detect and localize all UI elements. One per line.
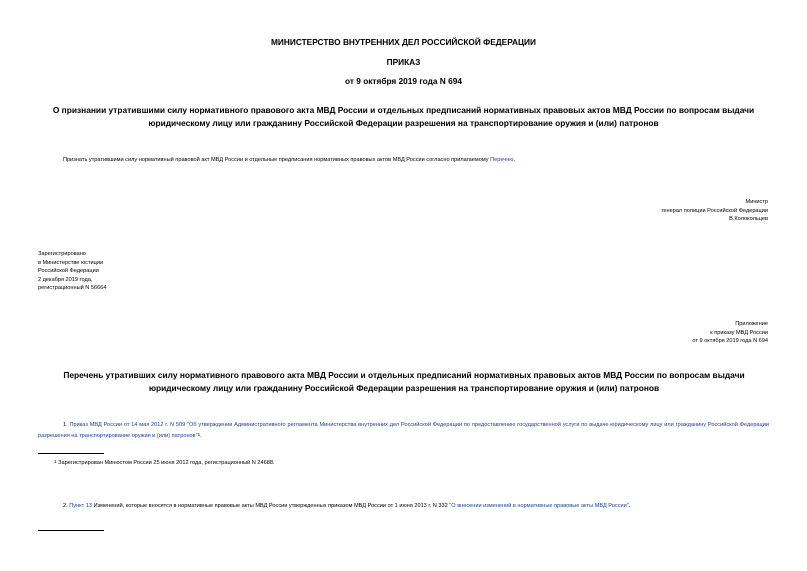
perechen-link[interactable]: Перечню [490,157,514,163]
item-2-text: Изменений, которые вносятся в нормативные правовые акты МВД России утвержденных приказом МВД России от 1 июня 2013 г. N 332 [93,503,448,509]
appendix-line: к приказу МВД России [710,329,768,336]
ministry-name: МИНИСТЕРСТВО ВНУТРЕННИХ ДЕЛ РОССИЙСКОЙ ФЕДЕРАЦИИ [271,37,536,47]
appendix-block [560,320,768,346]
item-number: 2. [63,503,68,509]
signature-position: Министр [745,199,768,205]
order-332-link[interactable]: "О внесении изменений в нормативные правовые акты МВД России" [449,503,629,509]
order-body-text: Признать утратившими силу нормативный правовой акт МВД России и отдельные предписания нормативных правовых актов МВД России согласно прилагаемому [63,157,489,163]
registration-line: 2 декабря 2019 года, [38,276,93,283]
footnote-text: Зарегистрирован Минюстом России 25 июня 2012 года, регистрационный N 24688. [58,460,275,466]
item-end: . [200,433,202,440]
registration-line: регистрационный N 56664 [38,285,107,292]
registration-line: Российской Федерации [38,268,99,275]
list-title: Перечень утративших силу нормативного правового акта МВД России и отдельных предписаний нормативных правовых актов МВД России по вопросам выдачи юридическому лицу или гражданину Российской Федерации разрешения на транспортирование оружия и (или) патронов [63,370,745,393]
doc-date-number: от 9 октября 2019 года N 694 [345,76,462,86]
item-end: . [628,503,631,509]
registration-line: в Министерстве юстиции [38,259,104,266]
footnote-divider [38,453,104,454]
signature-name: В.Колокольцев [729,216,768,223]
registration-block [38,250,238,293]
item-number: 1. [63,422,68,428]
footnote-divider-2 [38,530,104,531]
signature-block [560,198,768,224]
order-body-end: . [513,157,516,163]
list-item-1 [38,421,769,441]
order-body [63,156,783,165]
appendix-line: Приложение [735,321,768,327]
punkt-13-link[interactable]: Пункт 13 [69,503,92,509]
list-item-2 [38,502,769,511]
doc-type: ПРИКАЗ [386,57,421,67]
order-title: О признании утратившими силу нормативного правового акта МВД России и отдельных предписаний нормативных правовых актов МВД России по вопросам выдачи юридическому лицу или гражданину Российской Федерации разрешения на транспортирование оружия и (или) патронов [52,105,755,128]
order-509-link[interactable]: Приказ МВД России от 14 мая 2012 г. N 509 "Об утверждении Административного регламента Министерства внутренних дел Российской Федерации по предоставлению государственной услуги по выдаче юридическому лицу или гражданину Российской Федерации разрешения на транспортирование оружия и (или) патронов" [38,422,769,440]
appendix-line: от 9 октября 2019 года N 694 [692,338,768,345]
signature-rank: генерал полиции Российской Федерации [661,207,768,214]
footnote [54,458,754,468]
footnote-ref[interactable]: 1 [197,432,201,438]
registration-line: Зарегистрировано [38,251,86,257]
footnote-mark: 1 [54,459,57,464]
